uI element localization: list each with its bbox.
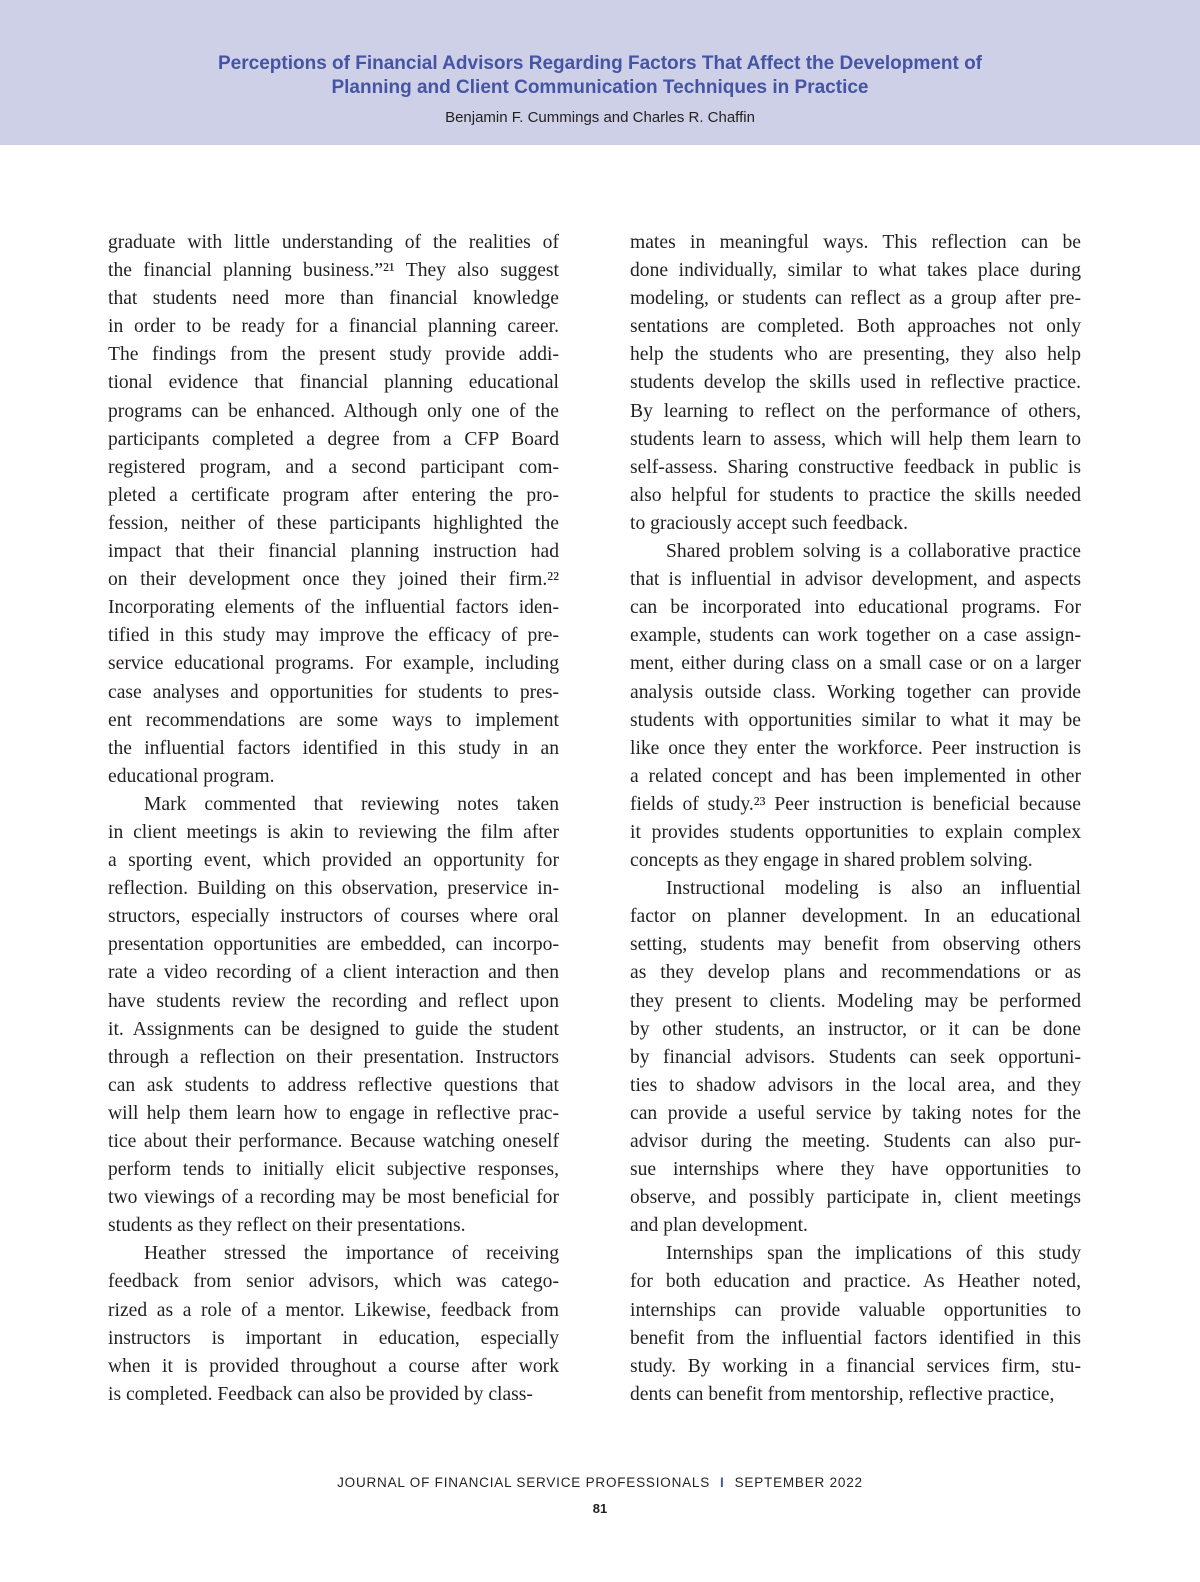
body-text-line: a related concept and has been implemented in other (630, 765, 1081, 787)
body-text-line: case analyses and opportunities for students to pres- (108, 681, 559, 703)
body-text-line: setting, students may benefit from observing others (630, 934, 1081, 956)
body-text-line: ment, either during class on a small case or on a larger (630, 653, 1081, 675)
body-text-line: rized as a role of a mentor. Likewise, feedback from (108, 1299, 559, 1321)
body-text-line: analysis outside class. Working together can provide (630, 681, 1081, 703)
body-text-line: advisor during the meeting. Students can also pur- (630, 1131, 1081, 1152)
body-text-line: educational program. (108, 765, 275, 787)
body-text-line: can be incorporated into educational programs. For (630, 597, 1081, 619)
body-text-line: will help them learn how to engage in reflective prac- (108, 1102, 559, 1124)
body-text-line: pleted a certificate program after entering the pro- (108, 484, 559, 506)
body-text-line: fession, neither of these participants highlighted the (108, 512, 559, 534)
body-text-line: like once they enter the workforce. Peer instruction is (630, 737, 1081, 759)
page-number: 81 (592, 1501, 608, 1516)
body-text-line: observe, and possibly participate in, client meetings (630, 1187, 1081, 1209)
body-text-line: sue internships where they have opportunities to (630, 1159, 1081, 1181)
body-text-line: students learn to assess, which will help them learn to (630, 428, 1081, 450)
body-text-line: feedback from senior advisors, which was catego- (108, 1271, 559, 1293)
body-text-line: structors, especially instructors of courses where oral (108, 906, 559, 928)
body-text-line: help the students who are presenting, they also help (630, 344, 1081, 366)
body-text-line: benefit from the influential factors identified in this (630, 1327, 1081, 1349)
body-text-line: tional evidence that financial planning educational (108, 372, 559, 394)
body-text-line: service educational programs. For example, including (108, 653, 559, 675)
body-text-line: that is influential in advisor development, and aspects (630, 569, 1081, 591)
body-text-line: can provide a useful service by taking notes for the (630, 1102, 1081, 1124)
body-text-line: The findings from the present study provide addi- (108, 344, 559, 366)
body-text-line: a sporting event, which provided an opportunity for (108, 850, 559, 872)
body-text-line: Shared problem solving is a collaborative practice (666, 541, 1081, 563)
body-text-line: internships can provide valuable opportunities to (630, 1299, 1081, 1321)
article-title (0, 52, 1200, 100)
body-text-line: the financial planning business.”²¹ They also suggest (108, 260, 559, 282)
body-text-line: self-assess. Sharing constructive feedback in public is (630, 456, 1081, 478)
body-text-line: concepts as they engage in shared problem solving. (630, 850, 1033, 872)
body-text-line: by other students, an instructor, or it can be done (630, 1018, 1081, 1040)
body-text-line: on their development once they joined their firm.²² (108, 569, 559, 591)
body-text-line: it. Assignments can be designed to guide the student (108, 1018, 559, 1040)
body-text-line: through a reflection on their presentation. Instructors (108, 1046, 559, 1068)
body-text-line: Internships span the implications of this study (666, 1243, 1081, 1265)
body-text-line: ties to shadow advisors in the local area, and they (630, 1074, 1081, 1096)
body-text-line: rate a video recording of a client interaction and then (108, 962, 559, 984)
body-text-line: also helpful for students to practice the skills needed (630, 484, 1081, 506)
article-title-line-2: Planning and Client Communication Techniques in Practice (331, 77, 869, 98)
body-text-line: Heather stressed the importance of receiving (144, 1243, 559, 1265)
body-text-line: students as they reflect on their presentations. (108, 1215, 466, 1237)
body-text-line: that students need more than financial knowledge (108, 288, 559, 310)
body-text-line: Instructional modeling is also an influential (666, 878, 1081, 900)
body-text-line: students develop the skills used in reflective practice. (630, 372, 1081, 394)
body-text-line: fields of study.²³ Peer instruction is beneficial because (630, 793, 1081, 815)
body-text-line: Mark commented that reviewing notes taken (144, 793, 559, 815)
article-authors: Benjamin F. Cummings and Charles R. Chaffin (445, 109, 755, 126)
body-text-line: students with opportunities similar to what it may be (630, 709, 1081, 731)
body-text-line: can ask students to address reflective questions that (108, 1074, 559, 1096)
body-text-line: tice about their performance. Because watching oneself (108, 1131, 559, 1152)
body-text-line: by financial advisors. Students can seek opportuni- (630, 1046, 1081, 1068)
body-text-line: and plan development. (630, 1215, 808, 1237)
body-text-line: in client meetings is akin to reviewing the film after (108, 821, 559, 843)
body-text-line: when it is provided throughout a course after work (108, 1355, 559, 1377)
body-text-line: have students review the recording and reflect upon (108, 990, 559, 1012)
journal-issue: SEPTEMBER 2022 (734, 1475, 863, 1490)
body-text-line: done individually, similar to what takes place during (630, 260, 1081, 282)
body-text-line: impact that their financial planning instruction had (108, 541, 559, 563)
body-text-line: programs can be enhanced. Although only one of the (108, 400, 559, 422)
left-column (108, 229, 559, 1409)
body-text-line: the influential factors identified in this study in an (108, 737, 559, 759)
body-text-line: instructors is important in education, especially (108, 1327, 559, 1349)
footer-journal-line (0, 1475, 1200, 1490)
body-text-line: presentation opportunities are embedded, can incorpo- (108, 934, 559, 956)
body-text-line: in order to be ready for a financial planning career. (108, 316, 559, 338)
body-text-line: modeling, or students can reflect as a group after pre- (630, 288, 1081, 310)
right-column (630, 229, 1081, 1409)
body-text-line: factor on planner development. In an educational (630, 906, 1081, 928)
body-text-line: study. By working in a financial services firm, stu- (630, 1355, 1081, 1377)
body-text-line: as they develop plans and recommendations or as (630, 962, 1081, 984)
body-text-line: to graciously accept such feedback. (630, 512, 908, 534)
body-text-line: participants completed a degree from a CFP Board (108, 428, 559, 450)
body-text-line: they present to clients. Modeling may be performed (630, 990, 1081, 1012)
body-text-line: ent recommendations are some ways to implement (108, 709, 559, 731)
body-text-line: perform tends to initially elicit subjective responses, (108, 1159, 559, 1181)
body-text-line: dents can benefit from mentorship, reflective practice, (630, 1383, 1055, 1405)
body-text-line: is completed. Feedback can also be provided by class- (108, 1383, 533, 1405)
body-text-line: sentations are completed. Both approaches not only (630, 316, 1081, 338)
journal-name: JOURNAL OF FINANCIAL SERVICE PROFESSIONALS (337, 1475, 711, 1490)
body-text-line: registered program, and a second participant com- (108, 456, 559, 478)
body-text-line: it provides students opportunities to explain complex (630, 821, 1081, 843)
body-text-line: example, students can work together on a case assign- (630, 625, 1081, 647)
body-text-line: for both education and practice. As Heather noted, (630, 1271, 1081, 1293)
body-text-line: mates in meaningful ways. This reflection can be (630, 232, 1081, 253)
body-text-line: two viewings of a recording may be most beneficial for (108, 1187, 559, 1209)
body-text-line: graduate with little understanding of the realities of (108, 232, 559, 253)
body-text-line: By learning to reflect on the performance of others, (630, 400, 1081, 422)
body-text-line: reflection. Building on this observation, preservice in- (108, 878, 559, 900)
body-text-line: tified in this study may improve the efficacy of pre- (108, 625, 559, 647)
footer-separator: I (720, 1475, 725, 1490)
article-title-line-1: Perceptions of Financial Advisors Regarding Factors That Affect the Development of (218, 53, 982, 74)
body-text-line: Incorporating elements of the influential factors iden- (108, 597, 559, 619)
